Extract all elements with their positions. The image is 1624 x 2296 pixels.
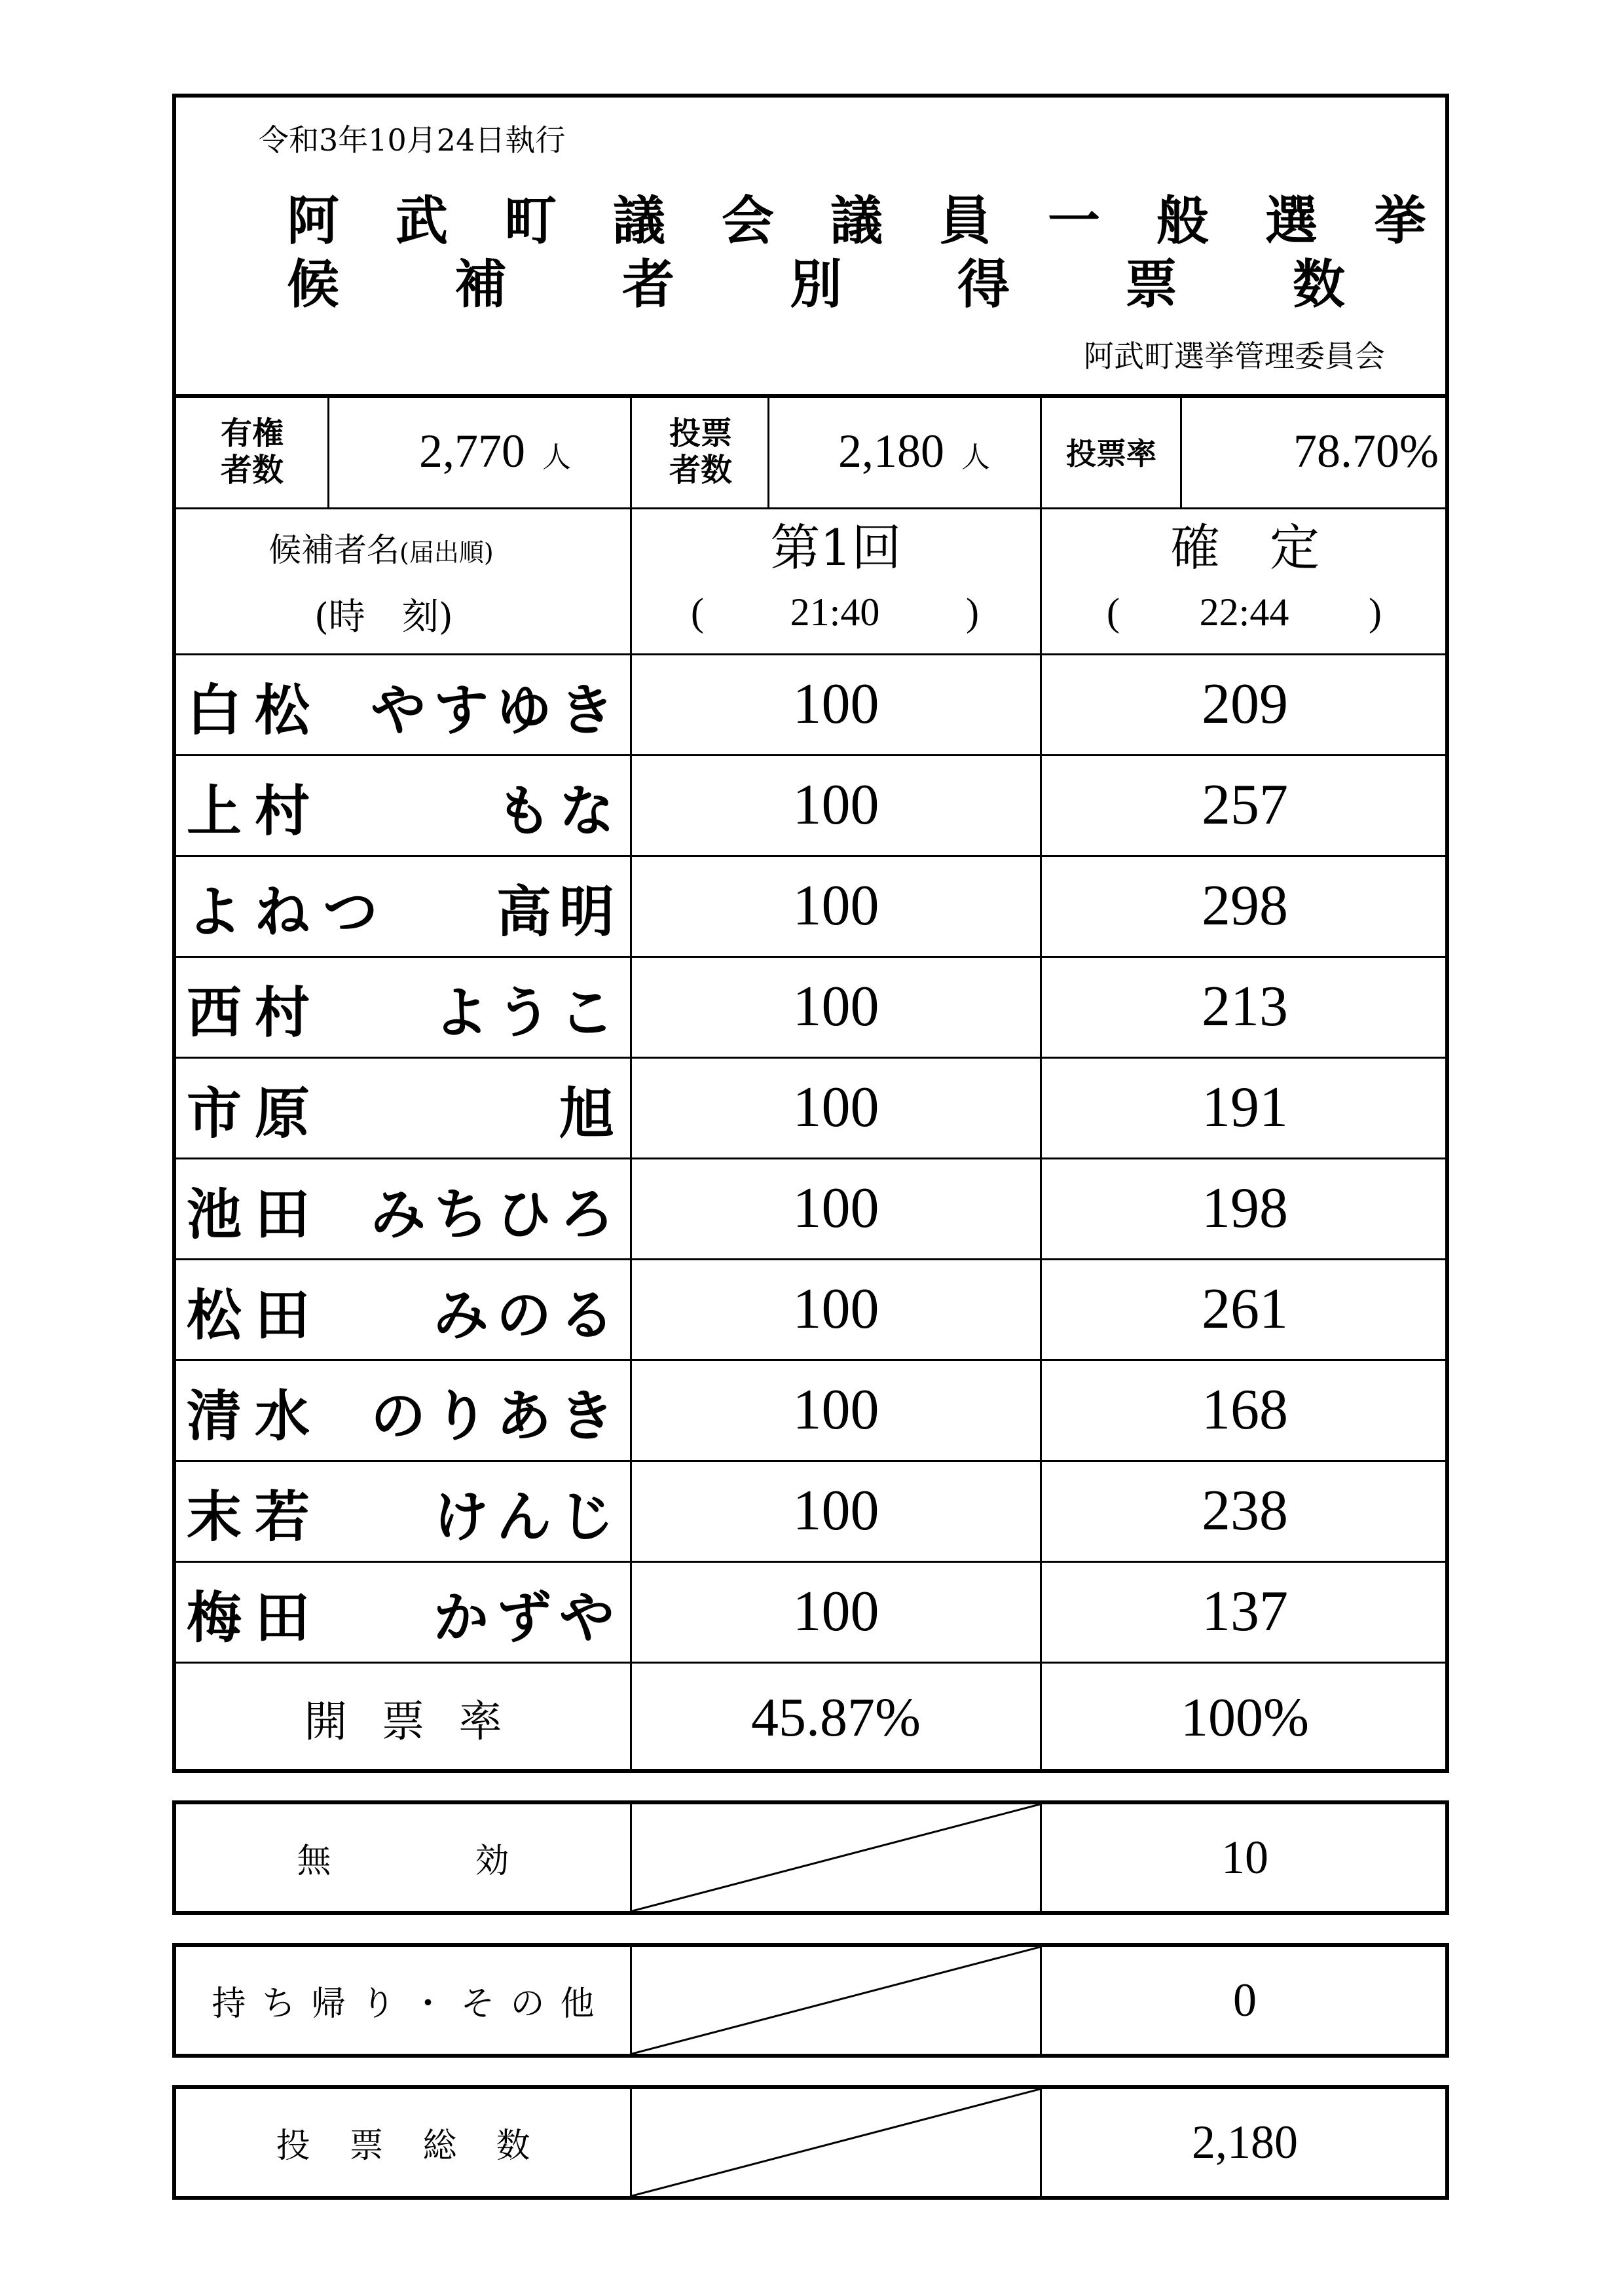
summary-label-text: 持ち帰り・その他 (212, 1984, 610, 2024)
round1-paren-close: ) (966, 590, 979, 634)
round1-header: 第1回 (770, 518, 902, 577)
candidate-name-left: 市原 (187, 1081, 323, 1146)
name-column-header (268, 524, 494, 571)
voters-label (187, 409, 318, 494)
election-date: 令和3年10月24日執行 (259, 122, 566, 158)
title-line2 (287, 242, 1460, 315)
candidate-name-right: のりあき (370, 1383, 622, 1448)
candidate-name-right: ようこ (433, 980, 622, 1045)
candidate-name-right: みのる (433, 1283, 622, 1347)
strike-diagonal (632, 2089, 1040, 2196)
summary-value: 0 (1233, 1974, 1257, 2026)
round1-votes: 100 (792, 1377, 879, 1442)
counting-rate-round1: 45.87% (751, 1686, 921, 1748)
round1-paren-open: ( (691, 590, 704, 634)
final-header: 確 定 (1170, 518, 1320, 577)
turnout-count-number: 2,180 (838, 425, 944, 477)
final-votes: 238 (1202, 1478, 1288, 1542)
voters-unit: 人 (542, 441, 571, 474)
final-time (1107, 586, 1382, 638)
round1-time-value: 21:40 (790, 590, 880, 634)
candidate-name (187, 758, 622, 855)
summary-label-text: 無効 (297, 1842, 654, 1881)
summary-value: 2,180 (1192, 2116, 1298, 2168)
candidate-name (187, 1161, 622, 1258)
strike-diagonal (632, 1947, 1040, 2054)
candidate-name (187, 859, 622, 956)
candidate-name-right: かずや (433, 1585, 622, 1650)
counting-rate-final: 100% (1181, 1686, 1309, 1748)
candidate-name-right: もな (496, 778, 622, 843)
title-line1-text: 阿武町議会議員一般選挙 (287, 190, 1483, 251)
candidate-name-right: 高明 (496, 879, 622, 944)
round1-votes: 100 (792, 1075, 879, 1139)
final-paren-close: ) (1369, 590, 1382, 634)
summary-label (176, 1947, 630, 2054)
candidate-name-left: よねつ (187, 879, 392, 944)
voters-value (419, 424, 571, 479)
voters-label-text: 有権者数 (220, 415, 284, 488)
turnout-rate-value: 78.70% (1293, 425, 1439, 477)
summary-label (176, 2089, 630, 2196)
counting-rate-label (176, 1666, 630, 1769)
candidate-name-left: 清水 (187, 1383, 323, 1448)
final-votes: 209 (1202, 672, 1288, 736)
candidate-name-left: 松田 (187, 1283, 323, 1347)
title-line1 (287, 187, 1483, 251)
name-header-note: (届出順) (399, 538, 494, 567)
turnout-rate-label: 投票率 (1066, 436, 1156, 471)
round1-votes: 100 (792, 974, 879, 1038)
summary-value: 10 (1221, 1831, 1268, 1884)
round1-votes: 100 (792, 873, 879, 938)
final-votes: 137 (1202, 1579, 1288, 1643)
candidate-name-left: 白松 (187, 678, 323, 742)
final-votes: 261 (1202, 1277, 1288, 1341)
candidate-name (187, 960, 622, 1057)
time-label: (時 刻) (314, 596, 453, 638)
candidate-name-left: 西村 (187, 980, 323, 1045)
round1-votes: 100 (792, 1579, 879, 1643)
final-votes: 213 (1202, 974, 1288, 1038)
candidate-name (187, 657, 622, 754)
summary-label (176, 1804, 654, 1911)
round1-votes: 100 (792, 1478, 879, 1542)
round1-votes: 100 (792, 773, 879, 837)
final-votes: 257 (1202, 773, 1288, 837)
candidate-name-left: 池田 (187, 1182, 323, 1247)
candidate-name (187, 1363, 622, 1460)
final-time-value: 22:44 (1199, 590, 1289, 634)
title-line2-text: 候補者別得票数 (287, 254, 1460, 315)
candidate-name-left: 梅田 (187, 1585, 323, 1650)
strike-diagonal (632, 1804, 1040, 1911)
candidate-name (187, 1565, 622, 1662)
candidate-name-left: 上村 (187, 778, 323, 843)
turnout-count-value (838, 424, 990, 479)
candidate-name (187, 1464, 622, 1561)
round1-votes: 100 (792, 1176, 879, 1240)
voters-number: 2,770 (419, 425, 525, 477)
turnout-count-label-text: 投票者数 (669, 415, 732, 488)
candidate-name-right: みちひろ (370, 1182, 622, 1247)
turnout-count-label (635, 409, 766, 494)
name-header-text: 候補者名 (268, 531, 399, 569)
round1-time (691, 586, 979, 638)
final-paren-open: ( (1107, 590, 1120, 634)
final-votes: 168 (1202, 1377, 1288, 1442)
candidate-name (187, 1061, 622, 1157)
turnout-count-unit: 人 (961, 441, 990, 474)
candidate-name-right: やすゆき (370, 678, 622, 742)
counting-rate-label-text: 開票率 (304, 1696, 536, 1747)
final-votes: 198 (1202, 1176, 1288, 1240)
candidate-name-right: 旭 (559, 1081, 622, 1146)
summary-label-text: 投票総数 (276, 2126, 570, 2166)
final-votes: 298 (1202, 873, 1288, 938)
final-votes: 191 (1202, 1075, 1288, 1139)
candidate-name-right: けんじ (433, 1484, 622, 1549)
issuer: 阿武町選挙管理委員会 (1084, 338, 1385, 374)
round1-votes: 100 (792, 1277, 879, 1341)
candidate-name (187, 1262, 622, 1359)
candidate-name-left: 末若 (187, 1484, 323, 1549)
round1-votes: 100 (792, 672, 879, 736)
